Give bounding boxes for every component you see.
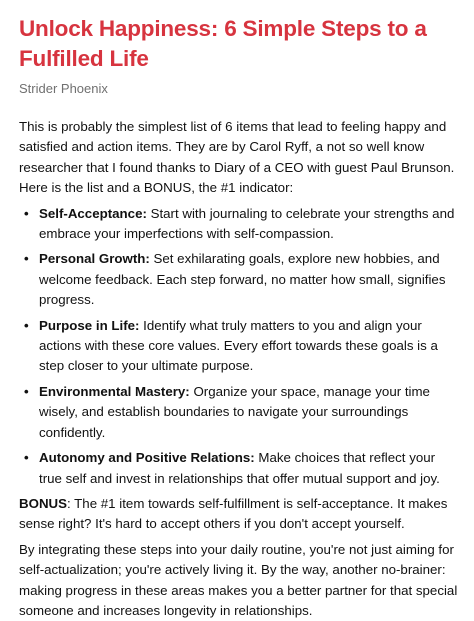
bullet-icon: • bbox=[24, 383, 29, 399]
bullet-icon: • bbox=[24, 205, 29, 221]
article-author: Strider Phoenix bbox=[19, 81, 108, 96]
item-text: Identify what truly matters to you and align your actions with these core values. Every effort towards these goals is a step closer to your ultimate purpose. bbox=[39, 317, 438, 374]
steps-list bbox=[19, 204, 460, 489]
bullet-icon: • bbox=[24, 450, 29, 466]
bonus-text: : The #1 item towards self-fulfillment is self-acceptance. It makes sense right? It's hard to accept others if you don't accept yourself. bbox=[19, 495, 448, 532]
list-item bbox=[19, 382, 460, 443]
closing-paragraph: By integrating these steps into your daily routine, you're not just aiming for self-actualization; you're actively living it. By the way, another no-brainer: making progress in these areas makes you a better partner for that special someone and increases longevity in relationships. bbox=[19, 541, 458, 618]
item-term: Self-Acceptance: bbox=[39, 205, 147, 221]
list-item bbox=[19, 204, 460, 245]
bullet-icon: • bbox=[24, 317, 29, 333]
item-text: Make choices that reflect your true self and invest in relationships that offer mutual support and joy. bbox=[39, 450, 440, 486]
item-term: Purpose in Life: bbox=[39, 317, 140, 333]
bonus-paragraph bbox=[19, 494, 460, 535]
article-body bbox=[19, 117, 460, 621]
article-title: Unlock Happiness: 6 Simple Steps to a Fulfilled Life bbox=[19, 16, 427, 71]
item-text: Start with journaling to celebrate your strengths and embrace your imperfections with self-compassion. bbox=[39, 205, 455, 242]
item-term: Autonomy and Positive Relations: bbox=[39, 450, 255, 466]
item-term: Personal Growth: bbox=[39, 251, 150, 267]
list-item bbox=[19, 249, 460, 310]
item-term: Environmental Mastery: bbox=[39, 383, 190, 399]
item-text: Set exhilarating goals, explore new hobbies, and welcome feedback. Each step forward, no matter how small, signifies progress. bbox=[39, 251, 446, 308]
list-item bbox=[19, 316, 460, 377]
list-item bbox=[19, 448, 460, 489]
bullet-icon: • bbox=[24, 251, 29, 267]
item-text: Organize your space, manage your time wisely, and establish boundaries to navigate your surroundings confidently. bbox=[39, 383, 430, 440]
intro-paragraph: This is probably the simplest list of 6 items that lead to feeling happy and satisfied and action items. They are by Carol Ryff, a not so well know researcher that I found thanks to Diary of a CEO with guest Paul Brunson. Here is the list and a BONUS, the #1 indicator: bbox=[19, 119, 455, 196]
bonus-label: BONUS bbox=[19, 495, 68, 511]
